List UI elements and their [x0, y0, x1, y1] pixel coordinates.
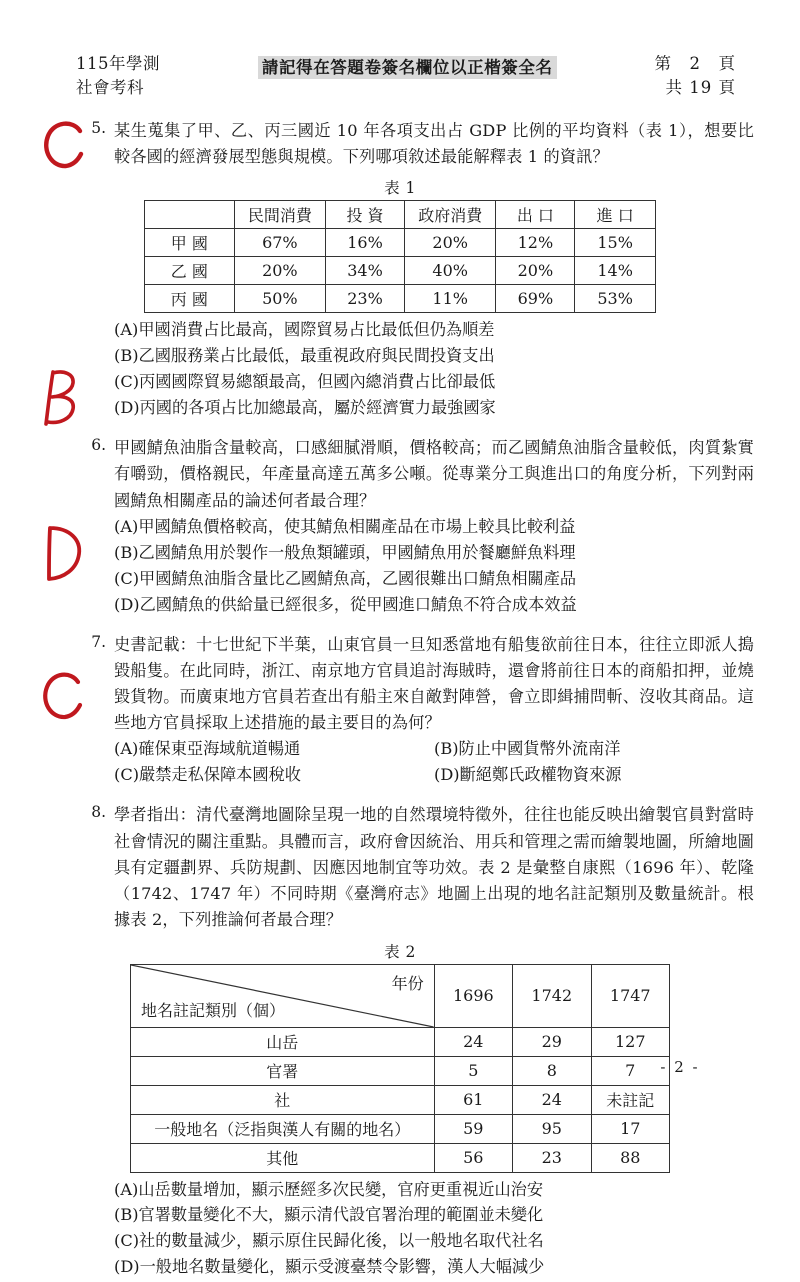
question-7-options	[114, 736, 754, 788]
table-2-corner-year-label: 年份	[391, 973, 424, 993]
question-8	[0, 802, 800, 1280]
question-8-stem: 學者指出：清代臺灣地圖除呈現一地的自然環境特徵外，往往也能反映出繪製官員對當時社會情況的關注重點。具體而言，政府會因統治、用兵和管理之需而繪製地圖，所繪地圖具有定疆劃界、兵防規劃、因應因地制宜等功效。表 2 是彙整自康熙（1696 年）、乾隆（1742、1747 年）不同時期《臺灣府志》地圖上出現的地名註記類別及數量統計。根據表 2，下列推論何者最合理？	[114, 805, 754, 930]
page-total: 共 19 頁	[665, 77, 736, 97]
table-2-r0-label: 山岳	[131, 1027, 435, 1056]
option-b[interactable]: (B)乙國服務業占比最低，最重視政府與民間投資支出	[114, 346, 495, 366]
question-5-options	[114, 317, 754, 421]
table-row-header	[131, 964, 670, 1027]
option-b[interactable]: (B)防止中國貨幣外流南洋	[434, 739, 621, 759]
exam-name: 115年學測	[76, 54, 160, 73]
table-row-header	[145, 201, 656, 229]
table-2-r0-c2: 29	[513, 1027, 591, 1056]
table-2-r0-c3: 127	[591, 1027, 669, 1056]
question-list	[0, 118, 800, 1282]
option-d[interactable]: (D)一般地名數量變化，顯示受渡臺禁令影響，漢人大幅減少	[114, 1257, 545, 1277]
option-a[interactable]: (A)甲國消費占比最高，國際貿易占比最低但仍為順差	[114, 320, 495, 340]
question-5	[0, 118, 800, 421]
signature-notice: 請記得在答題卷簽名欄位以正楷簽全名	[258, 56, 557, 79]
question-5-stem: 某生蒐集了甲、乙、丙三國近 10 年各項支出占 GDP 比例的平均資料（表 1），想要比較各國的經濟發展型態與規模。下列哪項敘述最能解釋表 1 的資訊？	[114, 121, 754, 167]
table-2-year-2: 1742	[513, 964, 591, 1027]
option-c[interactable]: (C)丙國國際貿易總額最高，但國內總消費占比卻最低	[114, 372, 496, 392]
option-b[interactable]: (B)乙國鯖魚用於製作一般魚類罐頭，甲國鯖魚用於餐廳鮮魚料理	[114, 542, 576, 562]
question-6	[0, 435, 800, 617]
option-a[interactable]: (A)甲國鯖魚價格較高，使其鯖魚相關產品在市場上較具比較利益	[114, 516, 576, 536]
table-2-r3-c1: 59	[434, 1114, 512, 1143]
table-2-corner-cell	[131, 964, 435, 1027]
table-1-col-3: 政府消費	[404, 201, 496, 229]
table-1-caption: 表 1	[384, 179, 416, 198]
table-row	[145, 229, 656, 257]
table-1-r2-c4: 69%	[496, 285, 575, 313]
table-1-r2-c2: 23%	[326, 285, 405, 313]
table-1-r1-c0: 乙 國	[145, 257, 235, 285]
table-row	[131, 1027, 670, 1056]
question-7-number: 7.	[91, 632, 106, 651]
table-row	[131, 1114, 670, 1143]
table-2-r2-c1: 61	[434, 1085, 512, 1114]
table-row	[145, 285, 656, 313]
table-2-r2-label: 社	[131, 1085, 435, 1114]
table-1-col-4: 出 口	[496, 201, 575, 229]
table-2-r4-c1: 56	[434, 1143, 512, 1172]
question-5-number: 5.	[91, 119, 106, 137]
table-2-corner-category-label: 地名註記類別（個）	[141, 1000, 286, 1020]
question-8-options	[114, 1177, 754, 1281]
table-1-r0-c5: 15%	[575, 229, 656, 257]
table-2-wrap	[0, 940, 800, 1173]
header-left	[76, 52, 160, 100]
question-7-stem: 史書記載：十七世紀下半葉，山東官員一旦知悉當地有船隻欲前往日本，往往立即派人搗毀船隻。在此同時，浙江、南京地方官員追討海賊時，還會將前往日本的商船扣押，並燒毀貨物。而廣東地方官員若查出有船主來自敵對陣營，會立即緝捕問斬、沒收其商品。這些地方官員採取上述措施的最主要目的為何？	[114, 634, 754, 733]
table-1-corner	[145, 201, 235, 229]
page-footer	[0, 1058, 800, 1076]
footer-page-number: - 2 -	[660, 1058, 700, 1076]
table-1-col-1: 民間消費	[234, 201, 326, 229]
option-d[interactable]: (D)乙國鯖魚的供給量已經很多，從甲國進口鯖魚不符合成本效益	[114, 594, 577, 614]
table-2-r4-c2: 23	[513, 1143, 591, 1172]
page-current: 第 2 頁	[654, 54, 736, 73]
table-1-r2-c3: 11%	[404, 285, 496, 313]
table-row	[131, 1085, 670, 1114]
table-2-r1-c1: 5	[434, 1056, 512, 1085]
table-1-r1-c5: 14%	[575, 257, 656, 285]
table-1-r0-c1: 67%	[234, 229, 326, 257]
table-1-r0-c0: 甲 國	[145, 229, 235, 257]
table-1-r1-c1: 20%	[234, 257, 326, 285]
option-c[interactable]: (C)甲國鯖魚油脂含量比乙國鯖魚高，乙國很難出口鯖魚相關產品	[114, 568, 577, 588]
table-2-r1-c2: 8	[513, 1056, 591, 1085]
table-2-r3-c3: 17	[591, 1114, 669, 1143]
table-1-r1-c3: 40%	[404, 257, 496, 285]
question-7	[0, 632, 800, 789]
table-1-r2-c5: 53%	[575, 285, 656, 313]
table-1-col-5: 進 口	[575, 201, 656, 229]
option-c[interactable]: (C)嚴禁走私保障本國稅收	[114, 765, 301, 785]
table-1-r1-c4: 20%	[496, 257, 575, 285]
table-1-r0-c3: 20%	[404, 229, 496, 257]
table-1-wrap	[0, 176, 800, 313]
question-6-number: 6.	[91, 436, 106, 455]
table-1-r0-c2: 16%	[326, 229, 405, 257]
table-row	[131, 1143, 670, 1172]
table-2-r4-label: 其他	[131, 1143, 435, 1172]
header-center	[258, 52, 557, 78]
option-a[interactable]: (A)山岳數量增加，顯示歷經多次民變，官府更重視近山治安	[114, 1179, 544, 1199]
table-2-year-1: 1696	[434, 964, 512, 1027]
question-6-stem: 甲國鯖魚油脂含量較高，口感細膩滑順，價格較高；而乙國鯖魚油脂含量較低，肉質紮實有嚼勁，價格親民，年產量高達五萬多公噸。從專業分工與進出口的角度分析，下列對兩國鯖魚相關產品的論述何者最合理？	[114, 438, 754, 510]
table-2-caption: 表 2	[384, 942, 416, 961]
option-b[interactable]: (B)官署數量變化不大，顯示清代設官署治理的範圍並未變化	[114, 1205, 544, 1225]
table-1-r1-c2: 34%	[326, 257, 405, 285]
exam-subject: 社會考科	[76, 77, 144, 97]
table-1-r0-c4: 12%	[496, 229, 575, 257]
table-1-r2-c1: 50%	[234, 285, 326, 313]
table-2-r0-c1: 24	[434, 1027, 512, 1056]
header-right	[654, 52, 736, 100]
option-d[interactable]: (D)斷絕鄭氏政權物資來源	[434, 765, 622, 785]
table-1-r2-c0: 丙 國	[145, 285, 235, 313]
table-2-r1-label: 官署	[131, 1056, 435, 1085]
question-8-number: 8.	[91, 803, 106, 822]
table-1	[144, 200, 656, 313]
table-2-r2-c3: 未註記	[591, 1085, 669, 1114]
table-2-r2-c2: 24	[513, 1085, 591, 1114]
page-header	[76, 52, 736, 100]
table-2-r3-label: 一般地名（泛指與漢人有關的地名）	[131, 1114, 435, 1143]
option-c[interactable]: (C)社的數量減少，顯示原住民歸化後，以一般地名取代社名	[114, 1231, 544, 1251]
option-a[interactable]: (A)確保東亞海域航道暢通	[114, 739, 301, 759]
question-6-options	[114, 514, 754, 618]
table-row	[145, 257, 656, 285]
table-2-r1-c3: 7	[591, 1056, 669, 1085]
table-2-year-3: 1747	[591, 964, 669, 1027]
table-2-r3-c2: 95	[513, 1114, 591, 1143]
option-d[interactable]: (D)丙國的各項占比加總最高，屬於經濟實力最強國家	[114, 398, 496, 418]
table-1-col-2: 投 資	[326, 201, 405, 229]
table-2-r4-c3: 88	[591, 1143, 669, 1172]
